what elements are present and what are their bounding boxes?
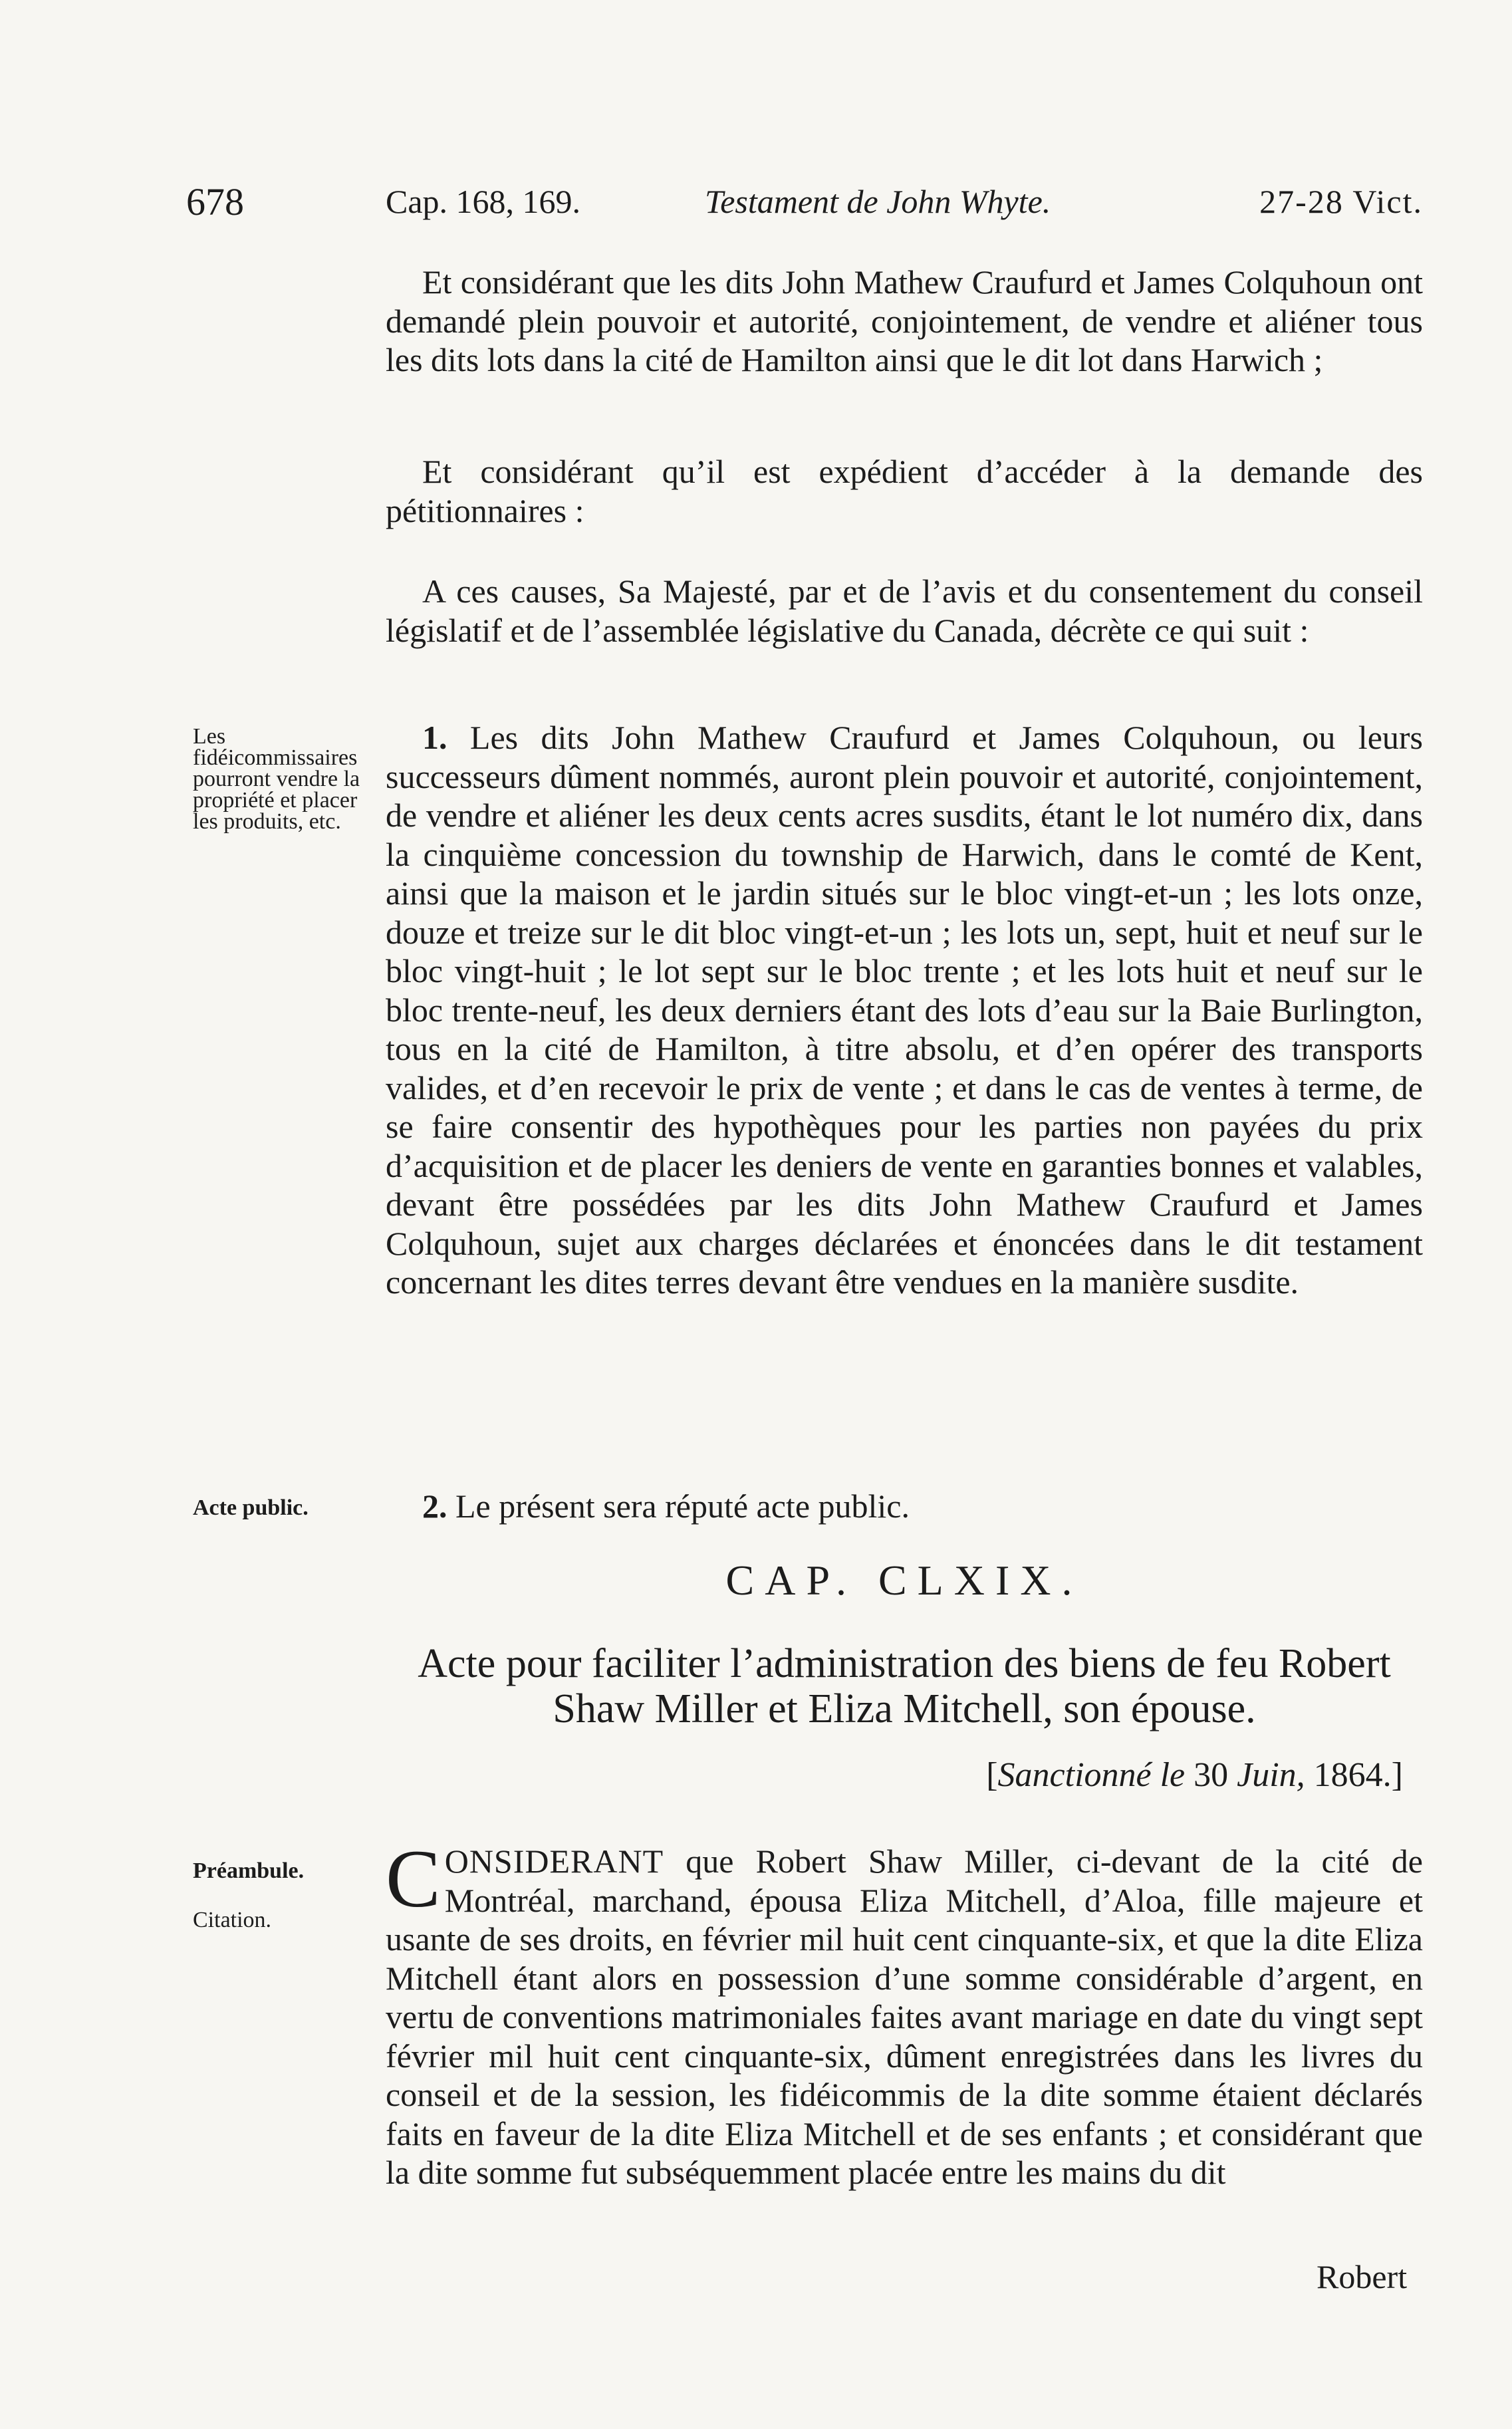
paragraph-considering-expedient: Et considérant qu’il est expédient d’accéder à la demande des pétitionnaires : — [386, 453, 1423, 529]
running-title: Testament de John Whyte. — [705, 183, 1051, 220]
catchword: Robert — [1317, 2258, 1408, 2295]
section-1 — [386, 718, 1423, 1302]
section-2 — [386, 1487, 1423, 1526]
regnal-year: 27-28 Vict. — [1259, 183, 1423, 220]
margin-note-trustees: Les fidéicommissaires pourront vendre la propriété et placer les produits, etc. — [193, 724, 360, 834]
sanction-date — [386, 1755, 1403, 1795]
preamble-paragraph — [386, 1833, 1423, 2192]
paragraph-considering-request: Et considérant que les dits John Mathew Craufurd et James Colquhoun ont demandé plein pouvoir et autorité, conjointement, de vendre et aliéner tous les dits lots dans la cité de Hamilton ainsi que le dit lot dans Harwich ; — [386, 263, 1423, 378]
preamble-text: que Robert Shaw Miller, ci-devant de la cité de Montréal, marchand, épousa Eliza Mitchell, d’Aloa, fille majeure et usante de ses droits, en février mil huit cent cinquante-six, et que la dite Eliza Mitchell étant alors en possession d’une somme considérable d’argent, en vertu de conventions matrimoniales faites avant mariage en date du vingt sept février mil huit cent cinquante-six, dûment enregistrées dans les livres du conseil et de la session, les fidéicommis de la dite somme étaient déclarés faits en faveur de la dite Eliza Mitchell et de ses enfants ; et considérant que la dite somme fut subséquemment placée entre les mains du dit — [386, 1843, 1423, 2191]
drop-cap: C — [386, 1833, 441, 1924]
sanction-month: Juin, — [1237, 1756, 1305, 1794]
preamble-lead-word: ONSIDERANT — [444, 1843, 664, 1880]
section-2-text: Le présent sera réputé acte public. — [447, 1487, 910, 1525]
sanction-label: Sanctionné le — [997, 1756, 1186, 1794]
margin-note-preamble: Préambule. — [193, 1858, 305, 1883]
paragraph-enacting-clause: A ces causes, Sa Majesté, par et de l’avis et du consentement du conseil législatif et de l’assemblée législative du Canada, décrète ce qui suit : — [386, 573, 1423, 649]
section-1-text: Les dits John Mathew Craufurd et James Colquhoun, ou leurs successeurs dûment nommés, auront plein pouvoir et autorité, conjointement, de vendre et aliéner les deux cents acres susdits, étant le lot numéro dix, dans la cinquième concession du township de Harwich, dans le comté de Kent, ainsi que la maison et le jardin situés sur le bloc vingt-et-un ; les lots onze, douze et treize sur le dit bloc vingt-et-un ; les lots un, sept, huit et neuf sur le bloc vingt-huit ; le lot sept sur le bloc trente ; et les lots huit et neuf sur le bloc trente-neuf, les deux derniers étant des lots d’eau sur la Baie Burlington, tous en la cité de Hamilton, à titre absolu, et d’en opérer des transports valides, et d’en recevoir le prix de vente ; et dans le cas de ventes à terme, de se faire consentir des hypothèques pour les parties non payées du prix d’acquisition et de placer les deniers de vente en garanties bonnes et valables, devant être possédées par les dits John Mathew Craufurd et James Colquhoun, sujet aux charges déclarées et énoncées dans le dit testament concernant les dites terres devant être vendues en la manière susdite. — [386, 719, 1423, 1301]
sanction-year: 1864.] — [1305, 1756, 1403, 1794]
page-number: 678 — [186, 180, 244, 223]
chapter-reference: Cap. 168, 169. — [386, 183, 581, 220]
sanction-bracket: [ — [986, 1756, 998, 1794]
section-1-number: 1. — [422, 719, 447, 756]
section-2-number: 2. — [422, 1487, 447, 1525]
sanction-day: 30 — [1185, 1756, 1237, 1794]
running-header — [186, 180, 1423, 233]
margin-note-citation: Citation. — [193, 1908, 272, 1932]
act-title: Acte pour faciliter l’administration des biens de feu Robert Shaw Miller et Eliza Mitchell, son épouse. — [418, 1641, 1391, 1731]
margin-note-public-act: Acte public. — [193, 1495, 309, 1520]
chapter-heading: CAP. CLXIX. — [725, 1557, 1083, 1604]
